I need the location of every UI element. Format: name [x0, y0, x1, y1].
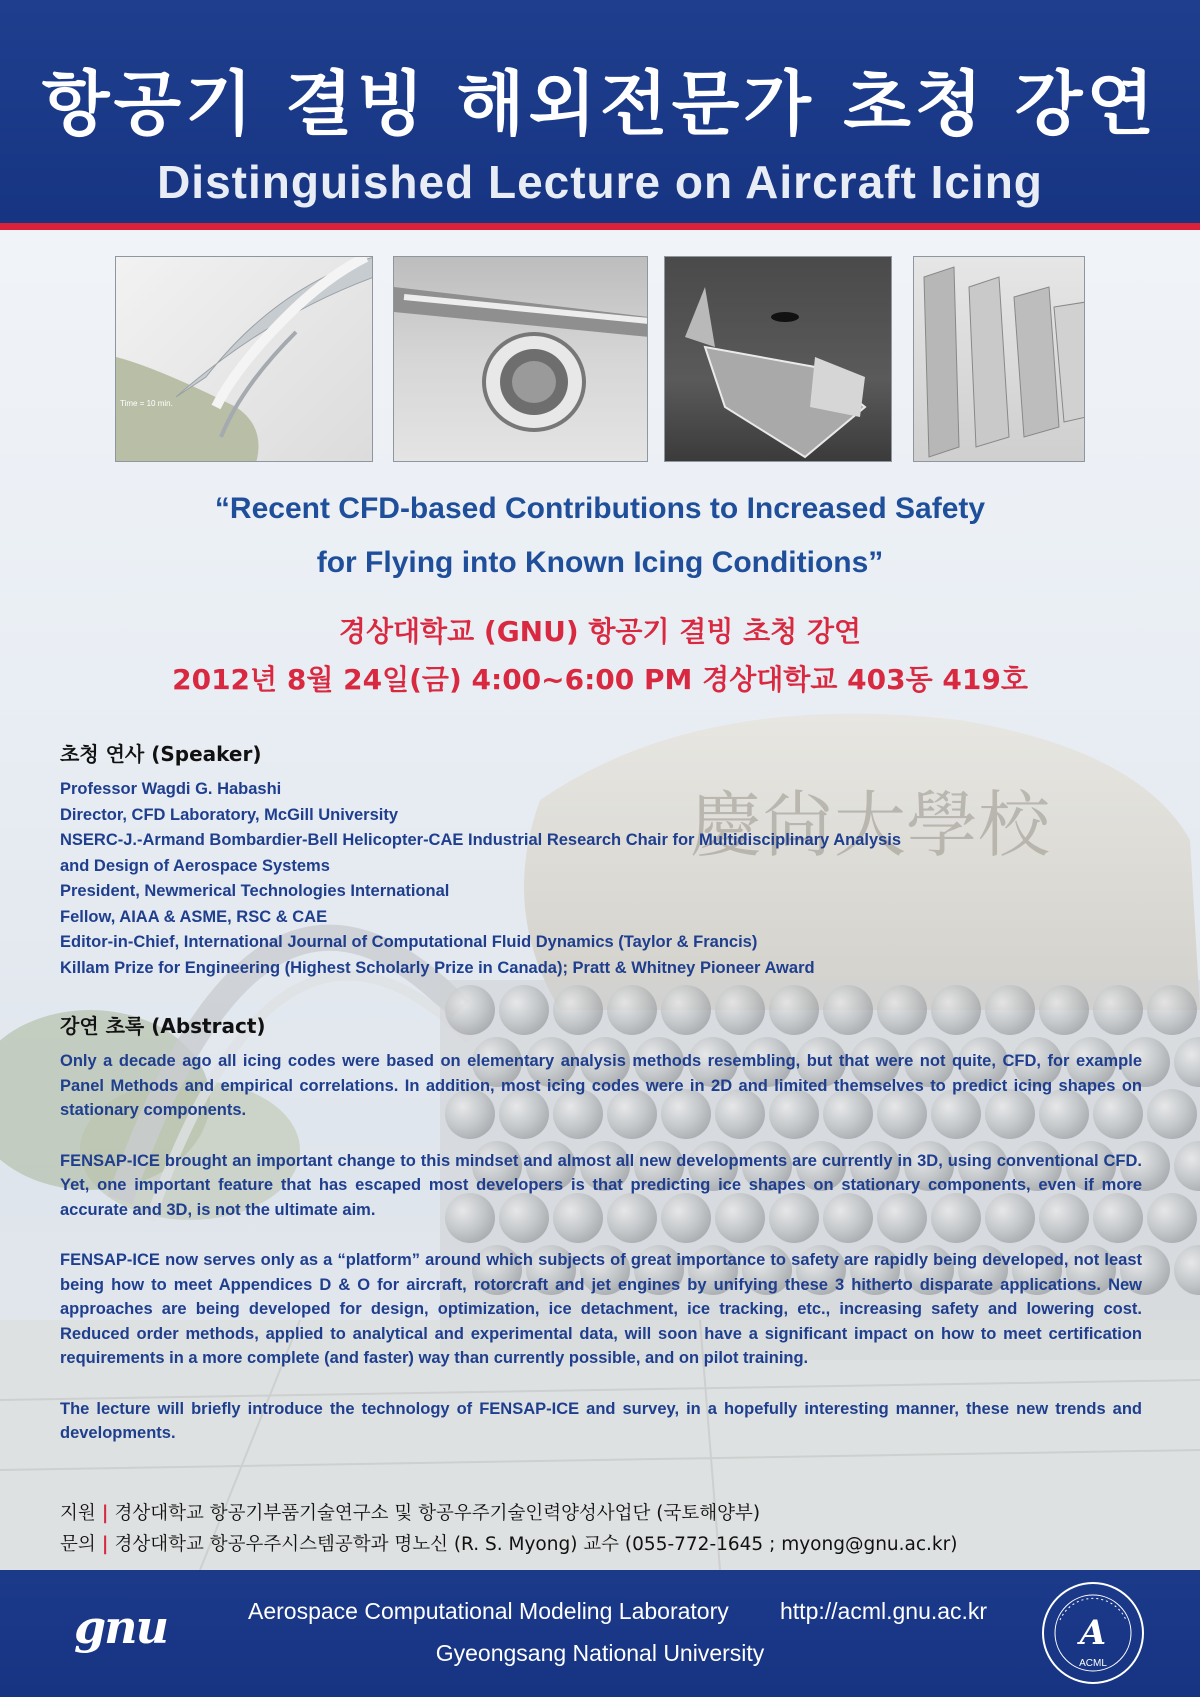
contact-info: [60, 1498, 1160, 1560]
support-text: 경상대학교 항공기부품기술연구소 및 항공우주기술인력양성사업단 (국토해양부): [114, 1503, 761, 1524]
acml-seal-logo: [1040, 1580, 1146, 1686]
speaker-line: Professor Wagdi G. Habashi: [60, 780, 282, 798]
speaker-heading: 초청 연사 (Speaker): [60, 742, 262, 766]
airfoil-ice-simulation-image: [115, 256, 373, 462]
monument-sphere: [1147, 985, 1197, 1035]
support-row: [60, 1498, 1160, 1529]
simulation-images-row: [0, 256, 1200, 464]
event-info: [0, 608, 1200, 704]
event-name: 경상대학교 (GNU) 항공기 결빙 초청 강연: [338, 615, 862, 648]
speaker-line: Fellow, AIAA & ASME, RSC & CAE: [60, 907, 328, 926]
speaker-line: Director, CFD Laboratory, McGill University: [60, 805, 399, 824]
monument-sphere: [1147, 1089, 1197, 1139]
separator: |: [101, 1503, 109, 1524]
support-label: 지원: [60, 1503, 96, 1524]
separator: |: [101, 1534, 109, 1555]
speaker-line: Killam Prize for Engineering (Highest Scholarly Prize in Canada); Pratt & Whitney Pioneer Award: [60, 958, 815, 977]
inquiry-row: [60, 1529, 1160, 1560]
speaker-section: [60, 738, 1142, 981]
talk-title: [0, 482, 1200, 590]
simulation-time-label: Time = 10 min.: [120, 399, 173, 408]
inquiry-label: 문의: [60, 1534, 96, 1555]
engine-nacelle-simulation-image: [393, 256, 648, 462]
talk-title-line: “Recent CFD-based Contributions to Increased Safety: [214, 492, 986, 525]
talk-title-line: for Flying into Known Icing Conditions”: [316, 546, 884, 579]
footer-banner: [0, 1570, 1200, 1697]
header-banner: [0, 0, 1200, 230]
seal-letter: A: [1079, 1613, 1107, 1653]
abstract-paragraph: Only a decade ago all icing codes were based on elementary analysis methods resembling, but that were not quite, CFD, for example Panel Methods and empirical correlations. In addition, most icing codes were in 2D and limited themselves to predict icing shapes on stationary components.: [60, 1052, 1142, 1119]
lab-name: Aerospace Computational Modeling Laboratory: [248, 1598, 729, 1624]
helicopter-ice-simulation-image: [664, 256, 892, 462]
inquiry-text: 경상대학교 항공우주시스템공학과 명노신 (R. S. Myong) 교수 (055-772-1645 ; myong@gnu.ac.kr): [114, 1534, 958, 1555]
title-korean: 항공기 결빙 해외전문가 초청 강연: [41, 63, 1159, 145]
lab-url-link[interactable]: http://acml.gnu.ac.kr: [780, 1598, 988, 1624]
title-english: Distinguished Lecture on Aircraft Icing: [157, 156, 1043, 208]
abstract-section: [60, 1010, 1142, 1472]
speaker-line: NSERC-J.-Armand Bombardier-Bell Helicopter-CAE Industrial Research Chair for Multidisciplinary Analysis: [60, 831, 902, 849]
svg-text:慶尙大學校: 慶尙大學校: [690, 783, 1051, 867]
compressor-blades-simulation-image: [913, 256, 1085, 462]
abstract-paragraph: FENSAP-ICE now serves only as a “platform” around which subjects of great importance to safety are rapidly being developed, not least being how to meet Appendices D & O for aircraft, rotorcraft and jet engines by unifying these 3 hitherto disparate applications. New approaches are being developed for design, optimization, ice detachment, ice tracking, etc., increasing safety and lowering cost. Reduced order methods, applied to analytical and experimental data, will soon have a significant impact on how to meet certification requirements in a more complete (and faster) way than currently possible, and on pilot training.: [60, 1251, 1142, 1367]
university-name: Gyeongsang National University: [435, 1640, 765, 1666]
speaker-line: President, Newmerical Technologies International: [60, 882, 450, 900]
gnu-logo: gnu: [74, 1600, 168, 1654]
monument-sphere: [1147, 1193, 1197, 1243]
event-datetime-location: 2012년 8월 24일(금) 4:00~6:00 PM 경상대학교 403동 419호: [172, 663, 1028, 696]
abstract-heading: 강연 초록 (Abstract): [60, 1014, 266, 1038]
seal-text: ACML: [1079, 1658, 1107, 1669]
abstract-paragraph: The lecture will briefly introduce the technology of FENSAP-ICE and survey, in a hopefully interesting manner, these new trends and developments.: [60, 1399, 1142, 1442]
speaker-line: Editor-in-Chief, International Journal of Computational Fluid Dynamics (Taylor & Francis): [60, 933, 758, 951]
abstract-paragraph: FENSAP-ICE brought an important change to this mindset and almost all new developments are currently in 3D, using conventional CFD. Yet, one important feature that has escaped most developers is that predicting ice shapes on stationary components, even if more accurate and 3D, is not the ultimate aim.: [60, 1151, 1142, 1219]
speaker-line: and Design of Aerospace Systems: [60, 856, 330, 875]
